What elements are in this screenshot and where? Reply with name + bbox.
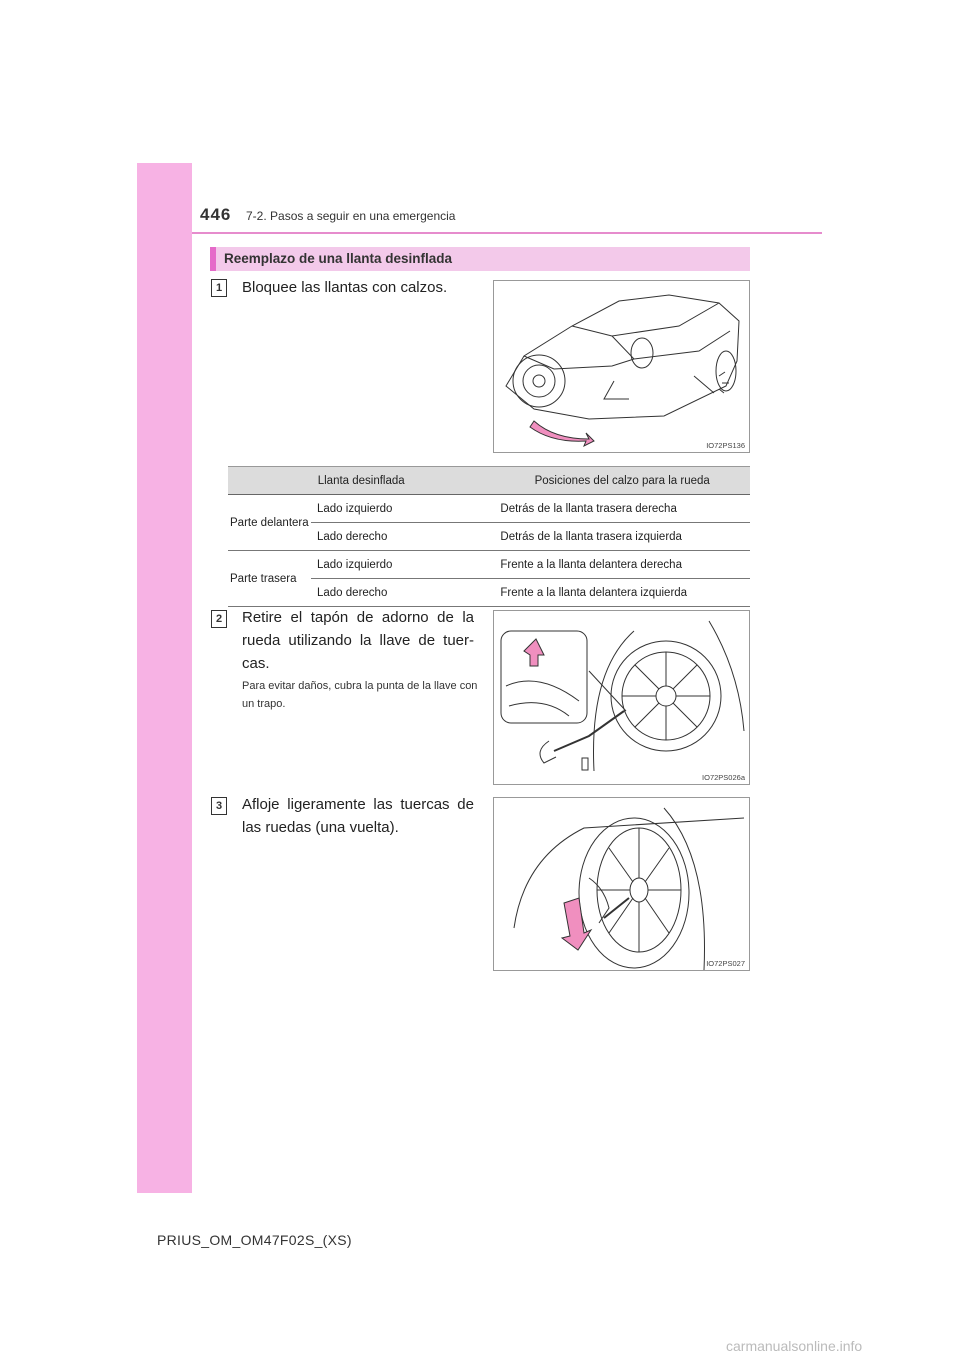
table-cell: Lado izquierdo bbox=[311, 551, 494, 579]
step-number-2: 2 bbox=[211, 610, 227, 628]
step-1-text: Bloquee las llantas con calzos. bbox=[242, 279, 448, 296]
figure-id: IO72PS027 bbox=[706, 959, 745, 968]
table-cell: Frente a la llanta delantera derecha bbox=[494, 551, 750, 579]
watermark-text: carmanualsonline.info bbox=[726, 1338, 863, 1354]
step-3-text: Afloje ligeramente las tuercas de las ruedas (una vuelta). bbox=[242, 796, 474, 836]
chock-position-table bbox=[228, 466, 750, 607]
table-cell: Lado derecho bbox=[311, 579, 494, 607]
figure-remove-wheel-cap bbox=[493, 610, 750, 785]
table-header-row bbox=[228, 467, 750, 495]
table-cell: Lado izquierdo bbox=[311, 495, 494, 523]
table-group-label: Parte delantera bbox=[228, 495, 311, 551]
table-cell: Frente a la llanta delantera izquierda bbox=[494, 579, 750, 607]
step-number-3: 3 bbox=[211, 797, 227, 815]
page-number: 446 bbox=[200, 205, 232, 224]
table-group-label: Parte trasera bbox=[228, 551, 311, 607]
table-row bbox=[228, 495, 750, 523]
figure-id: IO72PS026a bbox=[702, 773, 745, 782]
section-heading bbox=[210, 247, 750, 271]
section-title: Reemplazo de una llanta desinflada bbox=[224, 251, 453, 266]
table-header-cell: Llanta desinflada bbox=[228, 467, 494, 495]
table-cell: Lado derecho bbox=[311, 523, 494, 551]
table-header-cell: Posiciones del calzo para la rueda bbox=[494, 467, 750, 495]
header-divider bbox=[192, 232, 822, 234]
table-cell: Detrás de la llanta trasera izquierda bbox=[494, 523, 750, 551]
document-code: PRIUS_OM_OM47F02S_(XS) bbox=[157, 1232, 352, 1248]
chapter-title: 7-2. Pasos a seguir en una emergencia bbox=[246, 209, 456, 223]
step-2-note: Para evitar daños, cubra la punta de la llave con un trapo. bbox=[242, 680, 478, 710]
step-number-1: 1 bbox=[211, 279, 227, 297]
table-cell: Detrás de la llanta trasera derecha bbox=[494, 495, 750, 523]
figure-loosen-wheel-nuts bbox=[493, 797, 750, 971]
table-row bbox=[228, 551, 750, 579]
chapter-sidebar-tab bbox=[137, 163, 192, 1193]
step-2-text: Retire el tapón de adorno de la rueda utilizando la llave de tuer-cas. bbox=[242, 609, 474, 672]
figure-id: IO72PS136 bbox=[706, 441, 745, 450]
figure-car-chocks bbox=[493, 280, 750, 453]
